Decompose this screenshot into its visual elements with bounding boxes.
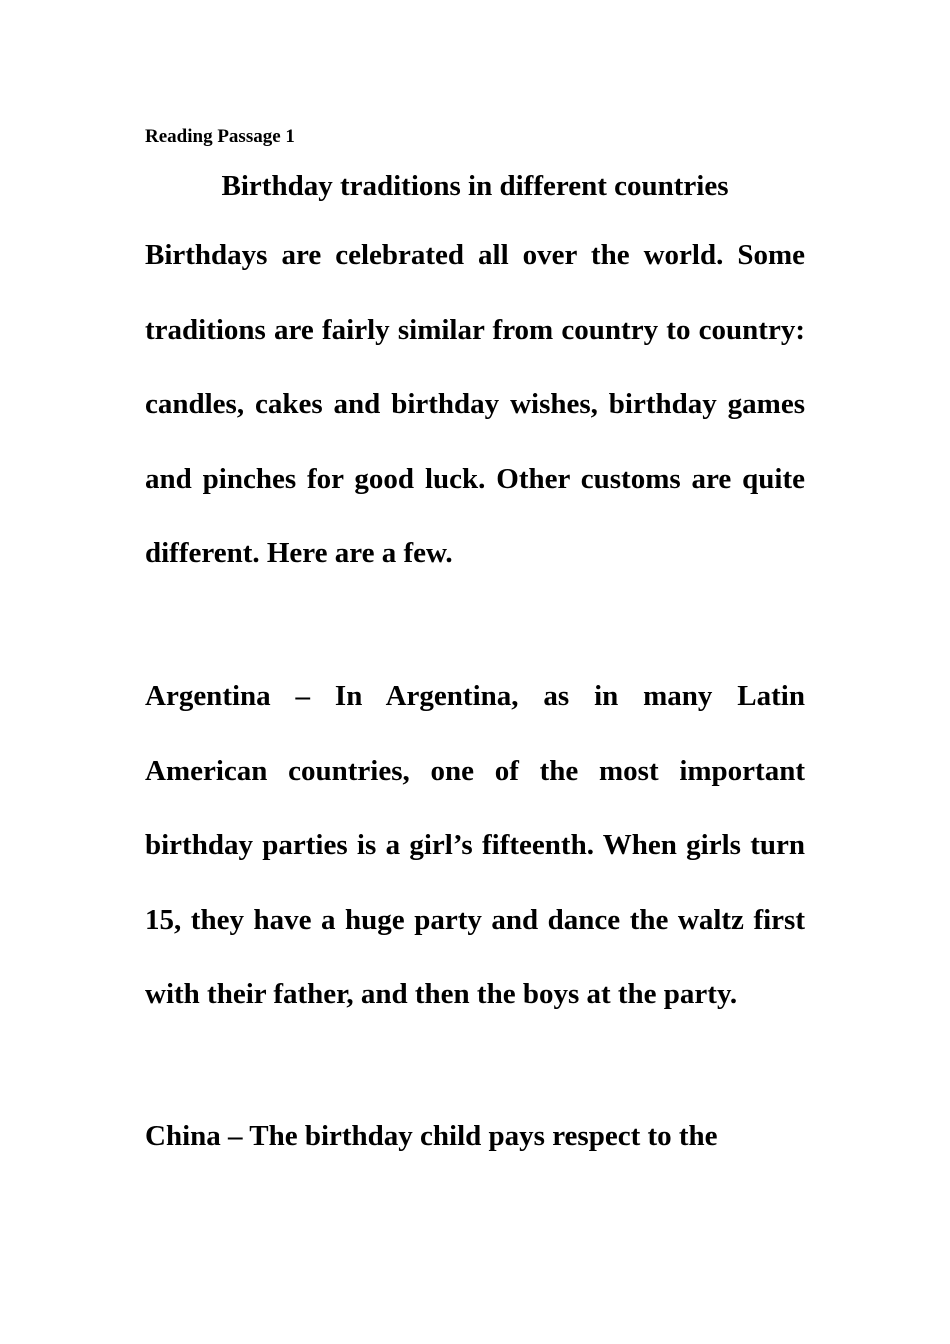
passage-label: Reading Passage 1 — [145, 126, 295, 147]
paragraph-china: China – The birthday child pays respect to the — [145, 1120, 718, 1152]
paragraph-intro: Birthdays are celebrated all over the world. Some traditions are fairly similar from country to country: candles, cakes and birthday wishes, birthday games and pinches for good luck. Other customs are quite different. Here are a few. — [145, 239, 805, 570]
passage-title: Birthday traditions in different countries — [221, 170, 729, 202]
paragraph-argentina: Argentina – In Argentina, as in many Latin American countries, one of the most important birthday parties is a girl’s fifteenth. When girls turn 15, they have a huge party and dance the waltz first with their father, and then the boys at the party. — [145, 680, 805, 1011]
